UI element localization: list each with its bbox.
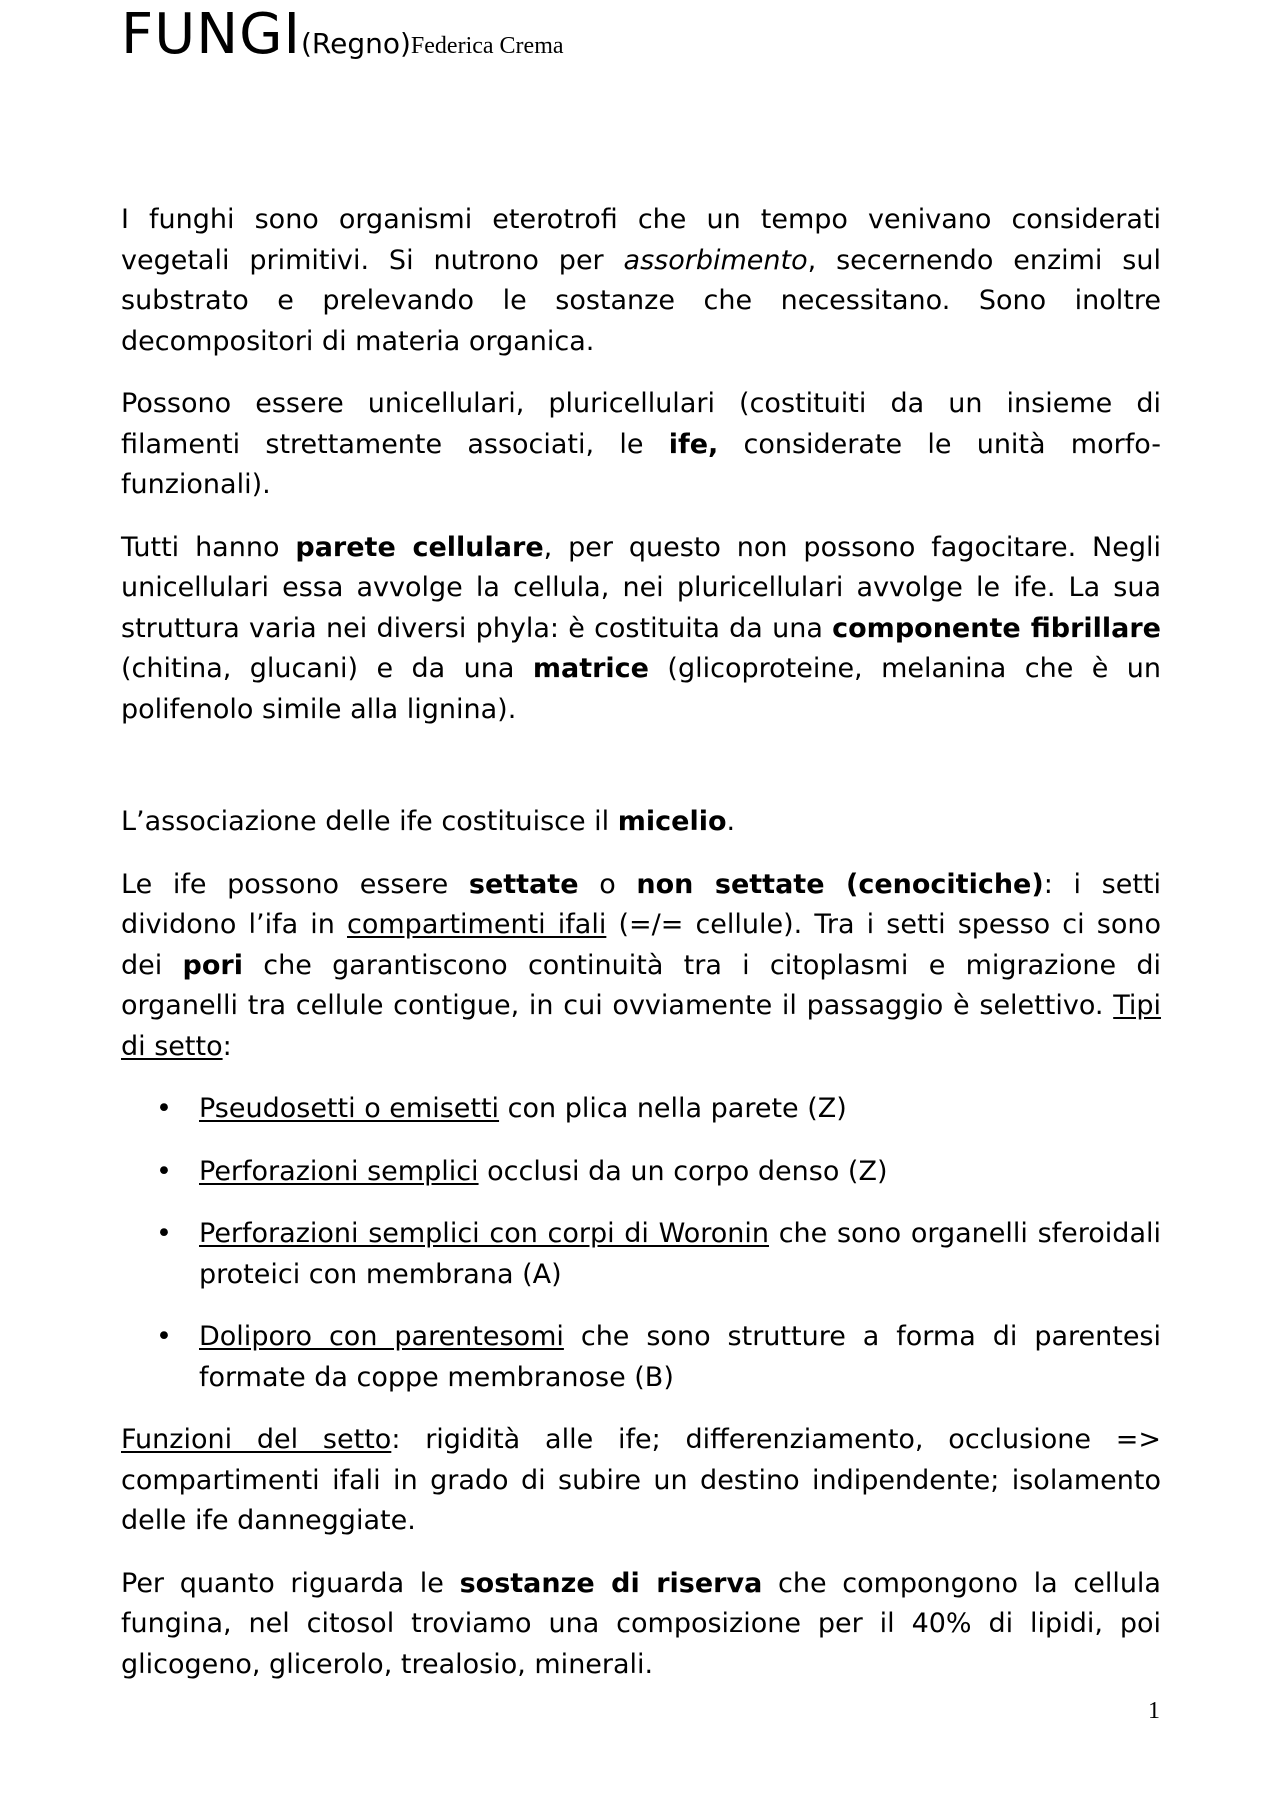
- list-item-desc: occlusi da un corpo denso (Z): [478, 1155, 888, 1187]
- bullet: •: [156, 1218, 172, 1249]
- bold-term: micelio: [617, 806, 727, 837]
- bold-term: non settate (cenocitiche): [636, 868, 1044, 900]
- list-item-desc: che sono strutture a forma di parentesi formate da coppe membranose (B): [199, 1321, 1162, 1393]
- paragraph-hyphae-septa: Le ife possono essere settate o non settate (cenocitiche): i setti dividono l’ifa in compartimenti ifali (=/= cellule). Tra i setti spesso ci sono dei pori che garantiscono continuità tra i citoplasmi e migrazione di organelli tra cellule contigue, in cui ovviamente il passaggio è selettivo. Tipi di setto:: [121, 868, 1162, 1062]
- bullet: •: [156, 1093, 172, 1124]
- underlined-term: Funzioni del setto: [121, 1424, 392, 1455]
- document-body: [121, 200, 1161, 1707]
- bullet: •: [156, 1321, 172, 1352]
- paragraph-intro: I funghi sono organismi eterotrofi che un tempo venivano considerati vegetali primitivi. Si nutrono per assorbimento, secernendo enzimi sul substrato e prelevando le sostanze che necessitano. Sono inoltre decompositori di materia organica.: [121, 204, 1161, 357]
- septa-types-list: [121, 1089, 1161, 1398]
- list-item: [121, 1214, 1161, 1295]
- list-item: [121, 1152, 1161, 1193]
- bold-term: matrice: [532, 653, 649, 684]
- bold-term: pori: [182, 949, 243, 981]
- paragraph-mycelium: L’associazione delle ife costituisce il micelio.: [121, 806, 736, 837]
- list-item-desc: con plica nella parete (Z): [499, 1093, 847, 1124]
- list-item: [121, 1089, 1161, 1130]
- bold-term: settate: [468, 868, 579, 900]
- list-item-term: Perforazioni semplici con corpi di Woronin: [199, 1218, 770, 1249]
- page-number: 1: [1148, 1698, 1160, 1724]
- document-title: FUNGI: [121, 2, 301, 67]
- list-item-term: Doliporo con parentesomi: [199, 1321, 564, 1352]
- bold-term: sostanze di riserva: [459, 1567, 763, 1599]
- bullet: •: [156, 1155, 172, 1187]
- bold-term: componente fibrillare: [832, 612, 1161, 644]
- list-item: [121, 1317, 1161, 1398]
- underlined-term: compartimenti ifali: [347, 909, 607, 940]
- document-header: [121, 2, 564, 67]
- paragraph-cell-wall: Tutti hanno parete cellulare, per questo non possono fagocitare. Negli unicellulari essa avvolge la cellula, nei pluricellulari avvolge le ife. La sua struttura varia nei diversi phyla: è costituita da una componente fibrillare (chitina, glucani) e da una matrice (glicoproteine, melanina che è un polifenolo simile alla lignina).: [121, 531, 1161, 725]
- italic-term: assorbimento: [623, 244, 808, 276]
- list-item-term: Perforazioni semplici: [199, 1155, 479, 1187]
- document-author: Federica Crema: [410, 33, 564, 59]
- underlined-term: Tipi di setto: [121, 990, 1161, 1062]
- paragraph-septa-functions: Funzioni del setto: rigidità alle ife; differenziamento, occlusione => compartimenti ifali in grado di subire un destino indipendente; isolamento delle ife danneggiate.: [121, 1424, 1161, 1536]
- list-item-term: Pseudosetti o emisetti: [199, 1093, 500, 1124]
- document-subtitle: (Regno): [301, 27, 411, 60]
- paragraph-reserves: Per quanto riguarda le sostanze di riserva che compongono la cellula fungina, nel citosol troviamo una composizione per il 40% di lipidi, poi glicogeno, glicerolo, trealosio, minerali.: [121, 1567, 1161, 1680]
- bold-term: parete cellulare: [295, 531, 544, 563]
- bold-term: ife,: [668, 428, 719, 460]
- list-item-desc: che sono organelli sferoidali proteici con membrana (A): [199, 1218, 1161, 1290]
- paragraph-cell-types: Possono essere unicellulari, pluricellulari (costituiti da un insieme di filamenti strettamente associati, le ife, considerate le unità morfo-funzionali).: [121, 388, 1161, 500]
